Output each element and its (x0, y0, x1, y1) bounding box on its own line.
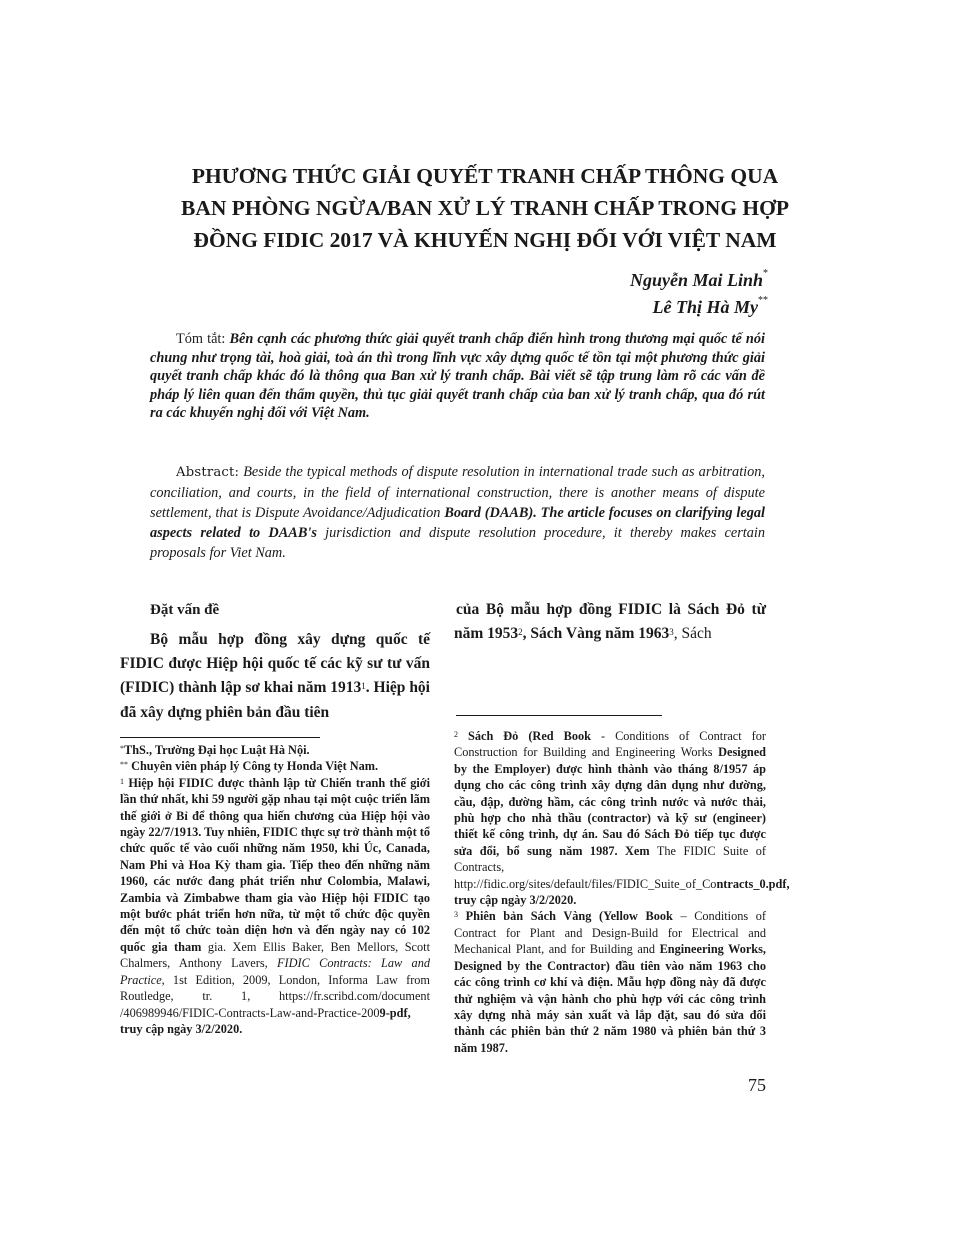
abstract-english (150, 462, 765, 563)
body-paragraph-1: Bộ mẫu hợp đồng xây dựng quốc tế FIDIC được Hiệp hội quốc tế các kỹ sư tư vấn (FIDIC) thành lập sơ khai năm 1913$^1$. Hiệp hội đã xây dựng phiên bản đầu tiên (120, 631, 430, 721)
abstract-en-text-3: jurisdiction and dispute resolution procedure, it thereby makes certain proposals for Viet Nam. (150, 525, 765, 561)
footnote-ref-2[interactable]: 2 (518, 627, 523, 638)
footnotes-left (120, 742, 430, 1037)
footnote-rule-left (120, 737, 320, 738)
footnote-1: $^1$ Hiệp hội FIDIC được thành lập từ Chiến tranh thế giới lần thứ nhất, khi 59 người gặp nhau tại một cuộc triển lãm thế giới ở Bỉ để thông qua hiến chương của Hiệp hội vào ngày 22/7/1913. Tuy nhiên, FIDIC thực sự trở thành một tổ chức quốc tế vào cuối những năm 1950, khi Úc, Canada, Nam Phi và Hoa Kỳ tham gia. Tiếp theo đến những năm 1960, các nước đang phát triển như Colombia, Malawi, Zambia và Zimbabwe tham gia vào Hiệp hội FIDIC tạo một bước phát triển hơn nữa, từ một tổ chức độc quyền đến một tổ chức toàn diện hơn và đến ngày nay có 102 quốc gia tham gia. Xem Ellis Baker, Ben Mellors, Scott Chalmers, Anthony Lavers, FIDIC Contracts: Law and Practice, 1st Edition, 2009, London, Informa Law from Routledge, tr. 1, https://fr.scribd.com/document /406989946/FIDIC-Contracts-Law-and-Practice-2009-pdf, truy cập ngày 3/2/2020. (120, 775, 430, 1036)
title-line-2: BAN PHÒNG NGỪA/BAN XỬ LÝ TRANH CHẤP TRONG HỢP (181, 196, 789, 220)
footnotes-right (454, 728, 790, 1056)
page-number: 75 (748, 1075, 766, 1095)
author-1: Nguyễn Mai Linh* (629, 268, 768, 290)
abstract-vietnamese (150, 330, 765, 423)
footnote-author-1: *ThS., Trường Đại học Luật Hà Nội. (120, 743, 310, 757)
author-2: Lê Thị Hà My** (652, 295, 768, 317)
footnote-rule-right (456, 715, 662, 716)
footnote-ref-1[interactable]: 1 (361, 681, 366, 692)
title-line-3: ĐỒNG FIDIC 2017 VÀ KHUYẾN NGHỊ ĐỐI VỚI VIỆT NAM (193, 228, 777, 252)
title-line-1: PHƯƠNG THỨC GIẢI QUYẾT TRANH CHẤP THÔNG QUA (191, 164, 779, 188)
abstract-en-text-2: Board (DAAB). The article focuses on clarifying legal aspects related to DAAB's (150, 505, 765, 541)
article-title (100, 160, 870, 256)
abstract-vi-label: Tóm tắt: (176, 331, 226, 347)
footnote-2: $^2$ Sách Đỏ (Red Book - Conditions of Contract for Construction for Building and Engineering Works Designed by the Employer) được hình thành vào tháng 8/1957 áp dụng cho các công trình xây dựng dân dụng như đường, cầu, đập, đường hầm, các công trình nước và nước thải, phù hợp cho nhà thầu (contractor) và kỹ sư (engineer) thiết kế công trình, dự án. Sau đó Sách Đỏ tiếp tục được sửa đổi, bổ sung năm 1987. Xem The FIDIC Suite of Contracts, http://fidic.org/sites/default/files/FIDIC_Suite_of_Contracts_0.pdf, truy cập ngày 3/2/2020. (454, 729, 790, 908)
abstract-en-label: Abstract: (176, 465, 240, 480)
body-paragraph-1-continued: của Bộ mẫu hợp đồng FIDIC là Sách Đỏ từ năm 1953$^2$, Sách Vàng năm 1963$^3$, Sách (454, 601, 766, 643)
abstract-en-text-1: Beside the typical methods of dispute resolution in international trade such as arbitration, conciliation, and courts, in the field of international construction, there is another means of dispute settlement, that is Dispute Avoidance/Adjudication (150, 464, 766, 521)
footnote-author-2: ** Chuyên viên pháp lý Công ty Honda Việt Nam. (120, 759, 379, 774)
footnote-3: $^3$ Phiên bản Sách Vàng (Yellow Book – Conditions of Contract for Plant and Design-Build for Electrical and Mechanical Plant, and for Building and Engineering Works, Designed by the Contractor) đầu tiên vào năm 1963 cho các công trình cơ khí và điện. Mẫu hợp đồng này đã được thử nghiệm và vận hành cho phù hợp với các công trình xây dựng nhà máy sản xuất và lắp đặt, sau đó sửa đổi thành các phiên bản thứ 2 năm 1980 và phiên bản thứ 3 năm 1987. (454, 909, 767, 1055)
footnote-ref-3[interactable]: 3 (669, 627, 674, 638)
abstract-vi-text: Bên cạnh các phương thức giải quyết tranh chấp điển hình trong thương mại quốc tế nói chung như trọng tài, hoà giải, toà án thì trong lĩnh vực xây dựng quốc tế tồn tại một phương thức giải quyết tranh chấp khác đó là thông qua Ban xử lý tranh chấp. Bài viết sẽ tập trung làm rõ các vấn đề pháp lý liên quan đến thẩm quyền, thủ tục giải quyết tranh chấp của ban xử lý tranh chấp, qua đó rút ra các khuyến nghị đối với Việt Nam. (150, 331, 765, 422)
section-heading: Đặt vấn đề (150, 602, 220, 618)
